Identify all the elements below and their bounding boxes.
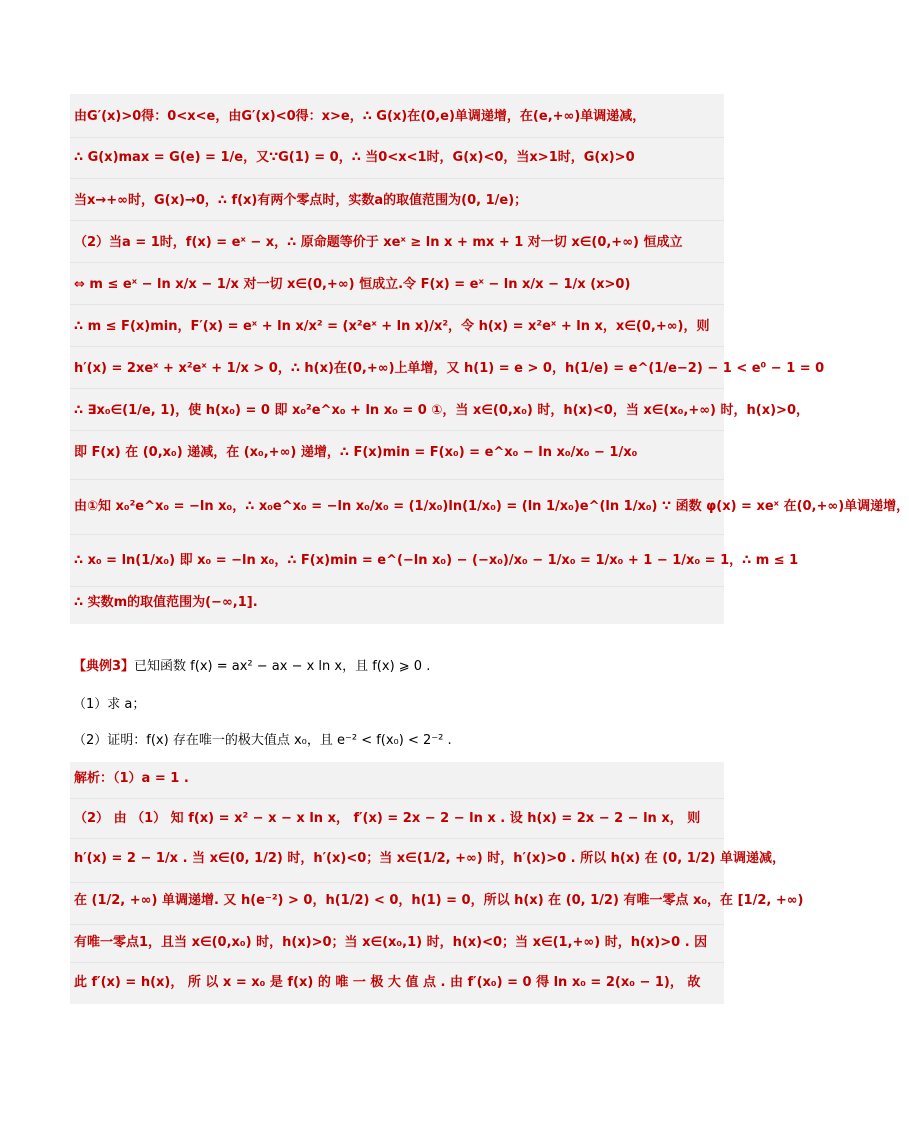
solution-line-1: 由G′(x)>0得：0<x<e，由G′(x)<0得：x>e，∴ G(x)在(0,e)单调递增，在(e,+∞)单调递减，	[74, 109, 646, 124]
divider	[70, 838, 724, 839]
part-1-text: （1）求 a；	[73, 697, 146, 712]
divider	[70, 534, 724, 535]
divider	[70, 798, 724, 799]
example-label: 【典例3】	[73, 659, 135, 674]
solution-line-5: ⇔ m ≤ eˣ − ln x/x − 1/x 对一切 x∈(0,+∞) 恒成立.令 F(x) = eˣ − ln x/x − 1/x (x>0)	[74, 277, 631, 292]
solution-line-7: h′(x) = 2xeˣ + x²eˣ + 1/x > 0，∴ h(x)在(0,+∞)上单增，又 h(1) = e > 0，h(1/e) = e^(1/e−2) − 1 < e⁰ − 1 = 0	[74, 361, 825, 376]
solution-2-line-5: 有唯一零点1，且当 x∈(0,x₀) 时，h(x)>0；当 x∈(x₀,1) 时，h(x)<0；当 x∈(1,+∞) 时，h(x)>0 . 因	[74, 935, 708, 950]
solution-2-line-1: 解析：（1）a = 1 .	[74, 771, 189, 786]
solution-block-2	[70, 762, 804, 1004]
divider	[70, 882, 724, 883]
solution-2-line-6: 此 f′(x) = h(x)， 所 以 x = x₀ 是 f(x) 的 唯 一 极 大 值 点 . 由 f′(x₀) = 0 得 ln x₀ = 2(x₀ − 1)， 故	[74, 975, 701, 990]
divider	[70, 962, 724, 963]
solution-2-line-3: h′(x) = 2 − 1/x . 当 x∈(0, 1/2) 时，h′(x)<0；当 x∈(1/2, +∞) 时，h′(x)>0 . 所以 h(x) 在 (0, 1/2) 单调递减，	[74, 851, 786, 866]
divider	[70, 137, 724, 138]
example-3-heading	[73, 656, 430, 678]
solution-line-3: 当x→+∞时，G(x)→0，∴ f(x)有两个零点时，实数a的取值范围为(0, 1/e)；	[74, 193, 528, 208]
solution-line-11: ∴ x₀ = ln(1/x₀) 即 x₀ = −ln x₀，∴ F(x)min = e^(−ln x₀) − (−x₀)/x₀ − 1/x₀ = 1/x₀ + 1 − 1/x₀ = 1，∴ m ≤ 1	[74, 553, 799, 568]
solution-line-4: （2）当a = 1时，f(x) = eˣ − x，∴ 原命题等价于 xeˣ ≥ ln x + mx + 1 对一切 x∈(0,+∞) 恒成立	[74, 235, 683, 250]
divider	[70, 388, 724, 389]
divider	[70, 220, 724, 221]
solution-line-2: ∴ G(x)max = G(e) = 1/e，又∵G(1) = 0，∴ 当0<x<1时，G(x)<0，当x>1时，G(x)>0	[74, 150, 635, 165]
example-statement: 已知函数 f(x) = ax² − ax − x ln x，且 f(x) ⩾ 0 .	[134, 659, 431, 674]
solution-block-1	[70, 94, 909, 624]
solution-line-12: ∴ 实数m的取值范围为(−∞,1].	[74, 595, 258, 610]
divider	[70, 586, 724, 587]
solution-line-8: ∴ ∃x₀∈(1/e, 1)，使 h(x₀) = 0 即 x₀²e^x₀ + ln x₀ = 0 ①，当 x∈(0,x₀) 时，h(x)<0，当 x∈(x₀,+∞) 时，h(x)>0，	[74, 403, 809, 418]
divider	[70, 479, 724, 480]
divider	[70, 430, 724, 431]
solution-line-9: 即 F(x) 在 (0,x₀) 递减，在 (x₀,+∞) 递增，∴ F(x)min = F(x₀) = e^x₀ − ln x₀/x₀ − 1/x₀	[74, 445, 638, 460]
divider	[70, 262, 724, 263]
solution-line-6: ∴ m ≤ F(x)min，F′(x) = eˣ + ln x/x² = (x²eˣ + ln x)/x²，令 h(x) = x²eˣ + ln x，x∈(0,+∞)，则	[74, 319, 710, 334]
example-3-part-1	[73, 694, 145, 716]
divider	[70, 346, 724, 347]
solution-2-line-4: 在 (1/2, +∞) 单调递增. 又 h(e⁻²) > 0，h(1/2) < 0，h(1) = 0，所以 h(x) 在 (0, 1/2) 有唯一零点 x₀，在 [1/2, +∞)	[74, 893, 804, 908]
divider	[70, 304, 724, 305]
example-3-part-2	[73, 730, 452, 752]
solution-line-10: 由①知 x₀²e^x₀ = −ln x₀，∴ x₀e^x₀ = −ln x₀/x₀ = (1/x₀)ln(1/x₀) = (ln 1/x₀)e^(ln 1/x₀) ∵ 函数 φ(x) = xeˣ 在(0,+∞)单调递增，	[74, 499, 909, 514]
divider	[70, 924, 724, 925]
part-2-text: （2）证明：f(x) 存在唯一的极大值点 x₀，且 e⁻² < f(x₀) < 2⁻² .	[73, 733, 452, 748]
divider	[70, 178, 724, 179]
solution-2-line-2: （2） 由 （1） 知 f(x) = x² − x − x ln x， f′(x) = 2x − 2 − ln x . 设 h(x) = 2x − 2 − ln x， 则	[74, 811, 701, 826]
